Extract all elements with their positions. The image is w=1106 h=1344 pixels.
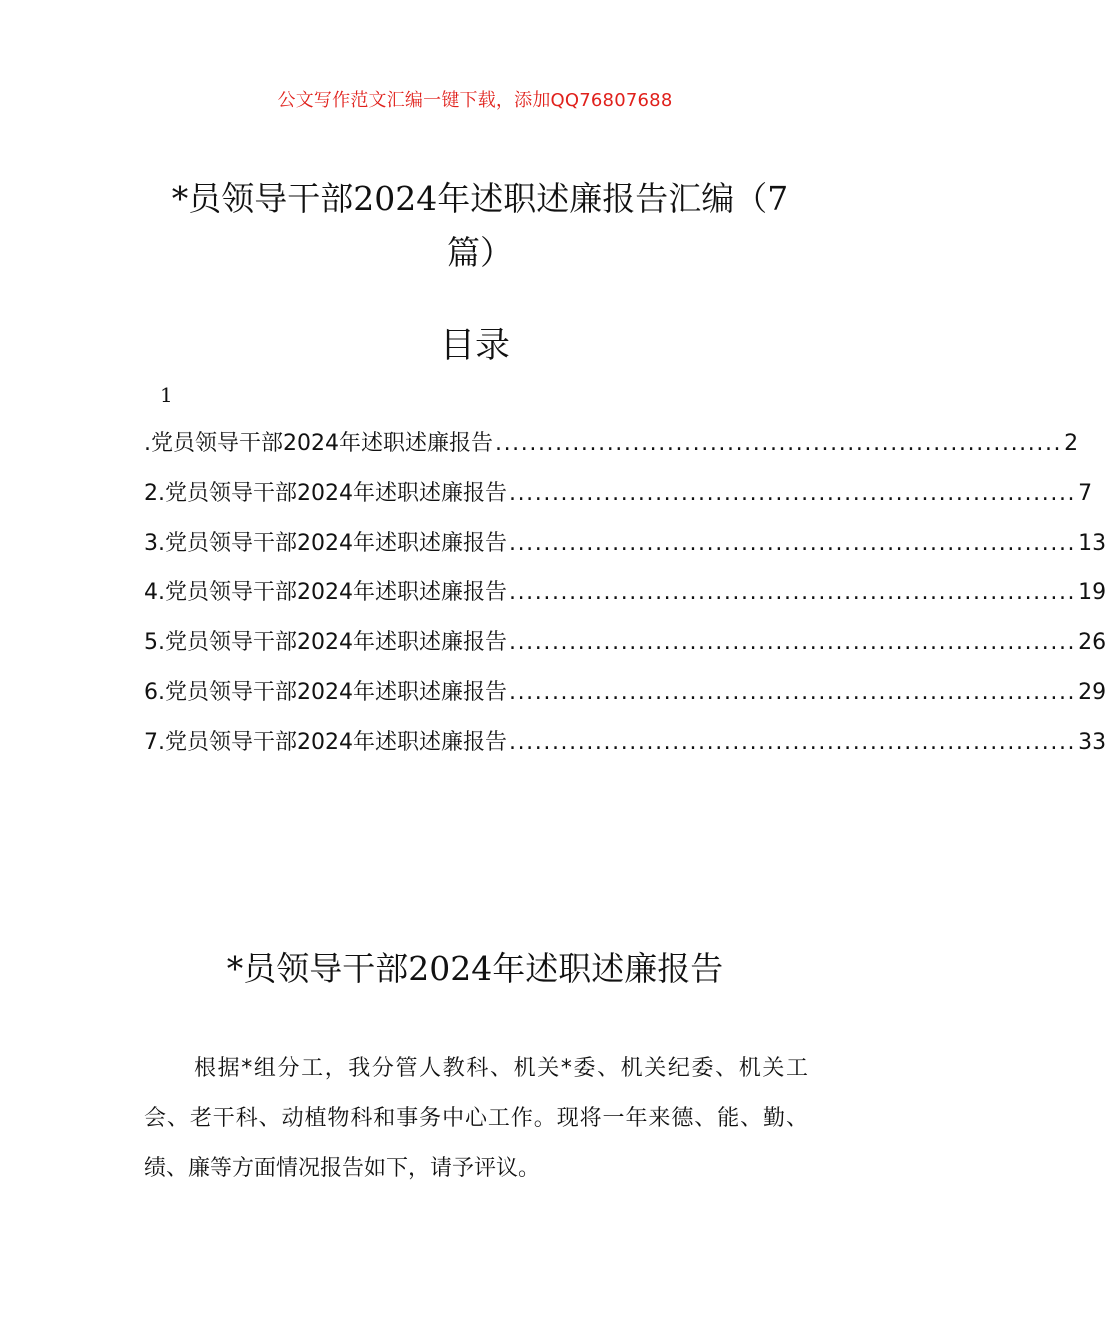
section-title: *员领导干部2024年述职述廉报告 (226, 949, 724, 988)
toc-entry-page: 26 (1078, 630, 1106, 656)
download-banner: 公文写作范文汇编一键下载，添加QQ76807688 (277, 90, 673, 111)
toc-entry-text: 5.党员领导干部2024年述职述廉报告 (144, 630, 507, 656)
toc-entry-page: 13 (1078, 530, 1106, 556)
toc-entry-page: 2 (1064, 431, 1079, 456)
body-paragraph: 根据*组分工，我分管人教科、机关*委、机关纪委、机关工会、老干科、动植物科和事务中心工作。现将一年来德、能、勤、绩、廉等方面情况报告如下，请予评议。 (144, 1056, 808, 1181)
toc-entry[interactable] (144, 675, 1106, 725)
toc-entry[interactable] (144, 575, 1106, 625)
toc-entry-text: 6.党员领导干部2024年述职述廉报告 (144, 679, 507, 705)
toc-leader-dots: .................................................................. (508, 480, 1077, 506)
toc-heading: 目录 (439, 326, 510, 366)
toc-leader-dots: .................................................................. (508, 630, 1077, 656)
toc-leader-dots: .................................................................. (508, 580, 1077, 606)
toc-entry-page: 29 (1078, 679, 1106, 705)
document-title: *员领导干部2024年述职述廉报告汇编（7篇） (171, 179, 789, 272)
toc-first-number: 1 (160, 383, 173, 407)
toc-leader-dots: .................................................................. (508, 530, 1077, 556)
toc-entry-page: 7 (1078, 480, 1093, 506)
toc-entry[interactable] (144, 625, 1106, 675)
toc-leader-dots: .................................................................. (508, 729, 1077, 755)
toc-entry-text: 2.党员领导干部2024年述职述廉报告 (144, 480, 507, 506)
toc-entry-text: 3.党员领导干部2024年述职述廉报告 (144, 530, 507, 556)
toc-entry-text: 7.党员领导干部2024年述职述廉报告 (144, 729, 507, 755)
toc-entry[interactable] (144, 476, 1093, 526)
toc-entry-page: 33 (1078, 729, 1106, 755)
toc-entry[interactable] (144, 526, 1106, 576)
toc-entry-text: 4.党员领导干部2024年述职述廉报告 (144, 580, 507, 606)
toc-entry[interactable] (144, 426, 1079, 476)
toc-list (144, 426, 1106, 775)
toc-entry[interactable] (144, 725, 1106, 775)
toc-entry-text: .党员领导干部2024年述职述廉报告 (144, 431, 493, 456)
toc-leader-dots: .................................................................. (494, 431, 1063, 456)
toc-leader-dots: .................................................................. (508, 679, 1077, 705)
toc-entry-page: 19 (1078, 580, 1106, 606)
